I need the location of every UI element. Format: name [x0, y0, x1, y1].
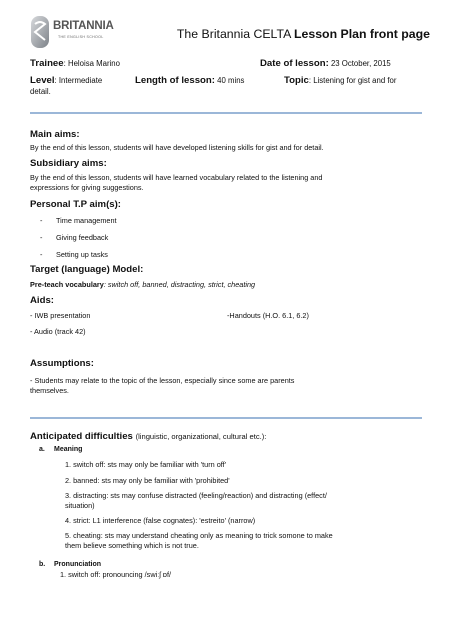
- main-aims-text: By the end of this lesson, students will have developed listening skills for gist and for detail.: [30, 143, 324, 152]
- meaning-item: them believe something which is not true.: [65, 541, 199, 550]
- subsidiary-aims-line-2: expressions for giving suggestions.: [30, 183, 144, 192]
- list-item-text: Time management: [56, 216, 117, 225]
- list-item: [40, 233, 109, 242]
- difficulties-heading: [30, 431, 266, 442]
- length-field: [135, 75, 244, 86]
- meaning-label: [39, 446, 83, 453]
- section-divider: [30, 417, 422, 419]
- logo-name: BRITANNIA: [53, 20, 114, 32]
- difficulties-title: Anticipated difficulties: [30, 431, 133, 442]
- meaning-marker: a.: [39, 446, 45, 453]
- aid-handouts: -Handouts (H.O. 6.1, 6.2): [227, 311, 309, 320]
- list-item: [40, 216, 117, 225]
- assumptions-line-1: - Students may relate to the topic of the lesson, especially since some are parents: [30, 376, 295, 385]
- topic-field: [284, 75, 396, 86]
- pre-teach-words: : switch off, banned, distracting, strict, cheating: [103, 280, 256, 289]
- subsidiary-aims-line-1: By the end of this lesson, students will have learned vocabulary related to the listening and: [30, 173, 323, 182]
- personal-aims-heading: Personal T.P aim(s):: [30, 199, 121, 210]
- level-label: Level: [30, 75, 55, 86]
- topic-label: Topic: [284, 75, 309, 86]
- pronunciation-label-text: Pronunciation: [54, 561, 102, 568]
- page-title: [177, 27, 430, 41]
- meaning-item: 5. cheating: sts may understand cheating only as meaning to trick somone to make: [65, 531, 333, 540]
- trainee-value: : Heloisa Marino: [63, 59, 120, 68]
- pre-teach-label: Pre-teach vocabulary: [30, 280, 104, 289]
- bullet-dash: -: [40, 216, 43, 225]
- list-item: [40, 250, 108, 259]
- meaning-item: situation): [65, 501, 95, 510]
- title-bold: Lesson Plan front page: [294, 27, 430, 41]
- pre-teach-vocabulary: [30, 280, 422, 290]
- target-model-heading: Target (language) Model:: [30, 264, 144, 275]
- main-aims-heading: Main aims:: [30, 129, 80, 140]
- list-item-text: Setting up tasks: [56, 250, 108, 259]
- trainee-label: Trainee: [30, 58, 64, 69]
- page-header: [30, 14, 430, 50]
- date-value: 23 October, 2015: [330, 59, 391, 68]
- meaning-item: 3. distracting: sts may confuse distracted (feeling/reaction) and distracting (effect/: [65, 491, 327, 500]
- length-value: 40 mins: [217, 76, 245, 85]
- difficulties-note: (linguistic, organizational, cultural etc.):: [135, 432, 267, 441]
- level-value: : Intermediate: [54, 76, 103, 85]
- title-prefix: The Britannia CELTA: [176, 27, 291, 41]
- meaning-item: 1. switch off: sts may only be familiar with 'turn off': [65, 460, 227, 469]
- pronunciation-item: 1. switch off: pronouncing /swiːʃ ɒf/: [60, 570, 171, 579]
- aid-audio: - Audio (track 42): [30, 327, 86, 336]
- meaning-label-text: Meaning: [54, 446, 83, 453]
- meaning-item: 4. strict: L1 interference (false cognates): 'estreito' (narrow): [65, 516, 256, 525]
- section-divider: [30, 112, 422, 114]
- aid-iwb: - IWB presentation: [30, 311, 91, 320]
- assumptions-heading: Assumptions:: [30, 358, 94, 369]
- trainee-row: [30, 58, 422, 69]
- pronunciation-marker: b.: [39, 561, 46, 568]
- date-field: [260, 58, 391, 69]
- topic-continued: detail.: [30, 87, 51, 96]
- length-label: Length of lesson:: [135, 75, 215, 86]
- britannia-logo-icon: [30, 15, 50, 49]
- level-row: [30, 75, 422, 86]
- bullet-dash: -: [40, 233, 43, 242]
- aids-row: [30, 311, 422, 321]
- aids-heading: Aids:: [30, 295, 54, 306]
- bullet-dash: -: [40, 250, 43, 259]
- date-label: Date of lesson:: [260, 58, 329, 69]
- logo-subtitle: THE ENGLISH SCHOOL: [58, 35, 104, 39]
- meaning-item: 2. banned: sts may only be familiar with 'prohibited': [65, 476, 230, 485]
- topic-value: : Listening for gist and for: [308, 76, 397, 85]
- pronunciation-label: [39, 561, 102, 568]
- list-item-text: Giving feedback: [56, 233, 109, 242]
- assumptions-line-2: themselves.: [30, 386, 69, 395]
- subsidiary-aims-heading: Subsidiary aims:: [30, 158, 107, 169]
